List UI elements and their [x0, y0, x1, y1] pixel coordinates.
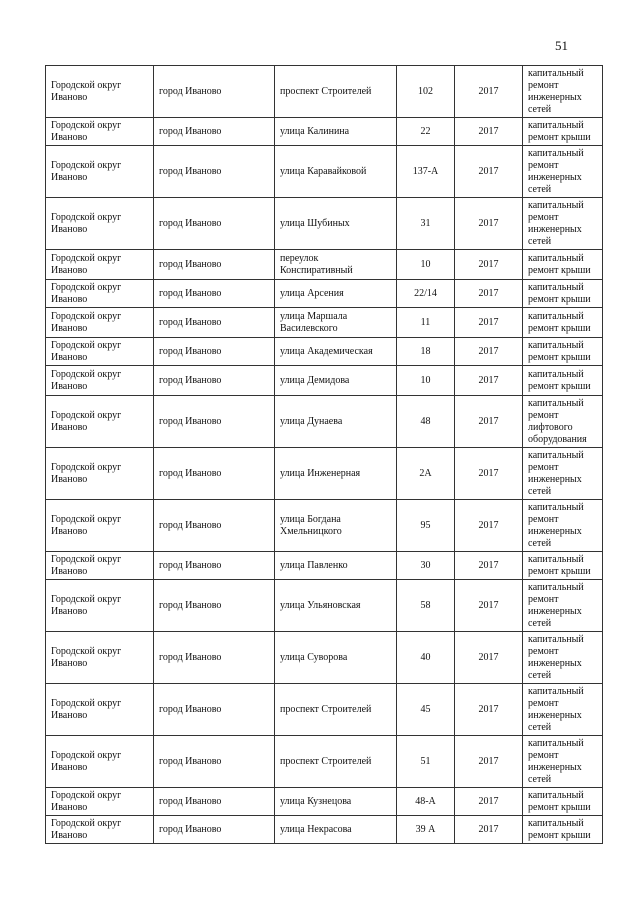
page-number: 51: [555, 38, 568, 53]
house-cell: 51: [397, 736, 455, 788]
work-type-cell: капитальный ремонт крыши: [523, 280, 603, 308]
work-type-cell: капитальный ремонт крыши: [523, 816, 603, 844]
city-cell: город Иваново: [154, 552, 275, 580]
city-cell: город Иваново: [154, 118, 275, 146]
repair-registry-table: [45, 65, 603, 844]
work-type-cell: капитальный ремонт инженерных сетей: [523, 580, 603, 632]
work-type-cell: капитальный ремонт инженерных сетей: [523, 632, 603, 684]
house-cell: 22/14: [397, 280, 455, 308]
year-cell: 2017: [455, 338, 523, 366]
year-cell: 2017: [455, 250, 523, 280]
table-row: [46, 308, 603, 338]
year-cell: 2017: [455, 552, 523, 580]
city-cell: город Иваново: [154, 366, 275, 396]
year-cell: 2017: [455, 448, 523, 500]
year-cell: 2017: [455, 816, 523, 844]
street-cell: улица Арсения: [275, 280, 397, 308]
city-cell: город Иваново: [154, 736, 275, 788]
year-cell: 2017: [455, 580, 523, 632]
street-cell: улица Павленко: [275, 552, 397, 580]
city-cell: город Иваново: [154, 396, 275, 448]
okrug-cell: Городской округ Иваново: [46, 736, 154, 788]
okrug-cell: Городской округ Иваново: [46, 816, 154, 844]
table-row: [46, 552, 603, 580]
table-row: [46, 816, 603, 844]
house-cell: 2А: [397, 448, 455, 500]
street-cell: улица Богдана Хмельницкого: [275, 500, 397, 552]
work-type-cell: капитальный ремонт инженерных сетей: [523, 684, 603, 736]
year-cell: 2017: [455, 118, 523, 146]
house-cell: 11: [397, 308, 455, 338]
table-row: [46, 198, 603, 250]
house-cell: 10: [397, 250, 455, 280]
table-row: [46, 684, 603, 736]
work-type-cell: капитальный ремонт лифтового оборудования: [523, 396, 603, 448]
work-type-cell: капитальный ремонт крыши: [523, 338, 603, 366]
street-cell: проспект Строителей: [275, 66, 397, 118]
house-cell: 31: [397, 198, 455, 250]
work-type-cell: капитальный ремонт крыши: [523, 250, 603, 280]
okrug-cell: Городской округ Иваново: [46, 118, 154, 146]
street-cell: проспект Строителей: [275, 736, 397, 788]
table-row: [46, 788, 603, 816]
city-cell: город Иваново: [154, 448, 275, 500]
work-type-cell: капитальный ремонт крыши: [523, 118, 603, 146]
city-cell: город Иваново: [154, 684, 275, 736]
year-cell: 2017: [455, 366, 523, 396]
table-row: [46, 118, 603, 146]
okrug-cell: Городской округ Иваново: [46, 788, 154, 816]
work-type-cell: капитальный ремонт инженерных сетей: [523, 736, 603, 788]
okrug-cell: Городской округ Иваново: [46, 280, 154, 308]
city-cell: город Иваново: [154, 500, 275, 552]
okrug-cell: Городской округ Иваново: [46, 198, 154, 250]
city-cell: город Иваново: [154, 250, 275, 280]
table-row: [46, 338, 603, 366]
city-cell: город Иваново: [154, 816, 275, 844]
house-cell: 22: [397, 118, 455, 146]
table-row: [46, 448, 603, 500]
city-cell: город Иваново: [154, 580, 275, 632]
work-type-cell: капитальный ремонт крыши: [523, 552, 603, 580]
year-cell: 2017: [455, 396, 523, 448]
work-type-cell: капитальный ремонт инженерных сетей: [523, 198, 603, 250]
okrug-cell: Городской округ Иваново: [46, 366, 154, 396]
house-cell: 58: [397, 580, 455, 632]
street-cell: улица Суворова: [275, 632, 397, 684]
work-type-cell: капитальный ремонт крыши: [523, 308, 603, 338]
table-row: [46, 250, 603, 280]
table-row: [46, 500, 603, 552]
house-cell: 40: [397, 632, 455, 684]
street-cell: переулок Конспиративный: [275, 250, 397, 280]
work-type-cell: капитальный ремонт инженерных сетей: [523, 500, 603, 552]
house-cell: 45: [397, 684, 455, 736]
city-cell: город Иваново: [154, 788, 275, 816]
okrug-cell: Городской округ Иваново: [46, 552, 154, 580]
city-cell: город Иваново: [154, 198, 275, 250]
table-row: [46, 580, 603, 632]
house-cell: 102: [397, 66, 455, 118]
table-row: [46, 736, 603, 788]
house-cell: 48-А: [397, 788, 455, 816]
street-cell: проспект Строителей: [275, 684, 397, 736]
okrug-cell: Городской округ Иваново: [46, 448, 154, 500]
house-cell: 30: [397, 552, 455, 580]
city-cell: город Иваново: [154, 338, 275, 366]
city-cell: город Иваново: [154, 308, 275, 338]
okrug-cell: Городской округ Иваново: [46, 308, 154, 338]
table-row: [46, 632, 603, 684]
house-cell: 137-А: [397, 146, 455, 198]
work-type-cell: капитальный ремонт крыши: [523, 788, 603, 816]
city-cell: город Иваново: [154, 146, 275, 198]
table-row: [46, 366, 603, 396]
work-type-cell: капитальный ремонт инженерных сетей: [523, 146, 603, 198]
okrug-cell: Городской округ Иваново: [46, 396, 154, 448]
year-cell: 2017: [455, 500, 523, 552]
street-cell: улица Каравайковой: [275, 146, 397, 198]
table-row: [46, 66, 603, 118]
street-cell: улица Дунаева: [275, 396, 397, 448]
table-row: [46, 280, 603, 308]
street-cell: улица Шубиных: [275, 198, 397, 250]
street-cell: улица Демидова: [275, 366, 397, 396]
year-cell: 2017: [455, 280, 523, 308]
street-cell: улица Кузнецова: [275, 788, 397, 816]
house-cell: 10: [397, 366, 455, 396]
okrug-cell: Городской округ Иваново: [46, 684, 154, 736]
table-row: [46, 396, 603, 448]
year-cell: 2017: [455, 788, 523, 816]
year-cell: 2017: [455, 736, 523, 788]
okrug-cell: Городской округ Иваново: [46, 338, 154, 366]
house-cell: 39 А: [397, 816, 455, 844]
street-cell: улица Калинина: [275, 118, 397, 146]
okrug-cell: Городской округ Иваново: [46, 66, 154, 118]
city-cell: город Иваново: [154, 632, 275, 684]
year-cell: 2017: [455, 146, 523, 198]
city-cell: город Иваново: [154, 280, 275, 308]
street-cell: улица Академическая: [275, 338, 397, 366]
work-type-cell: капитальный ремонт крыши: [523, 366, 603, 396]
year-cell: 2017: [455, 198, 523, 250]
year-cell: 2017: [455, 66, 523, 118]
house-cell: 95: [397, 500, 455, 552]
street-cell: улица Маршала Василевского: [275, 308, 397, 338]
street-cell: улица Ульяновская: [275, 580, 397, 632]
okrug-cell: Городской округ Иваново: [46, 580, 154, 632]
okrug-cell: Городской округ Иваново: [46, 632, 154, 684]
year-cell: 2017: [455, 632, 523, 684]
work-type-cell: капитальный ремонт инженерных сетей: [523, 66, 603, 118]
work-type-cell: капитальный ремонт инженерных сетей: [523, 448, 603, 500]
city-cell: город Иваново: [154, 66, 275, 118]
okrug-cell: Городской округ Иваново: [46, 500, 154, 552]
house-cell: 18: [397, 338, 455, 366]
street-cell: улица Некрасова: [275, 816, 397, 844]
street-cell: улица Инженерная: [275, 448, 397, 500]
year-cell: 2017: [455, 308, 523, 338]
okrug-cell: Городской округ Иваново: [46, 146, 154, 198]
table-row: [46, 146, 603, 198]
house-cell: 48: [397, 396, 455, 448]
year-cell: 2017: [455, 684, 523, 736]
okrug-cell: Городской округ Иваново: [46, 250, 154, 280]
table-body: [46, 66, 603, 844]
